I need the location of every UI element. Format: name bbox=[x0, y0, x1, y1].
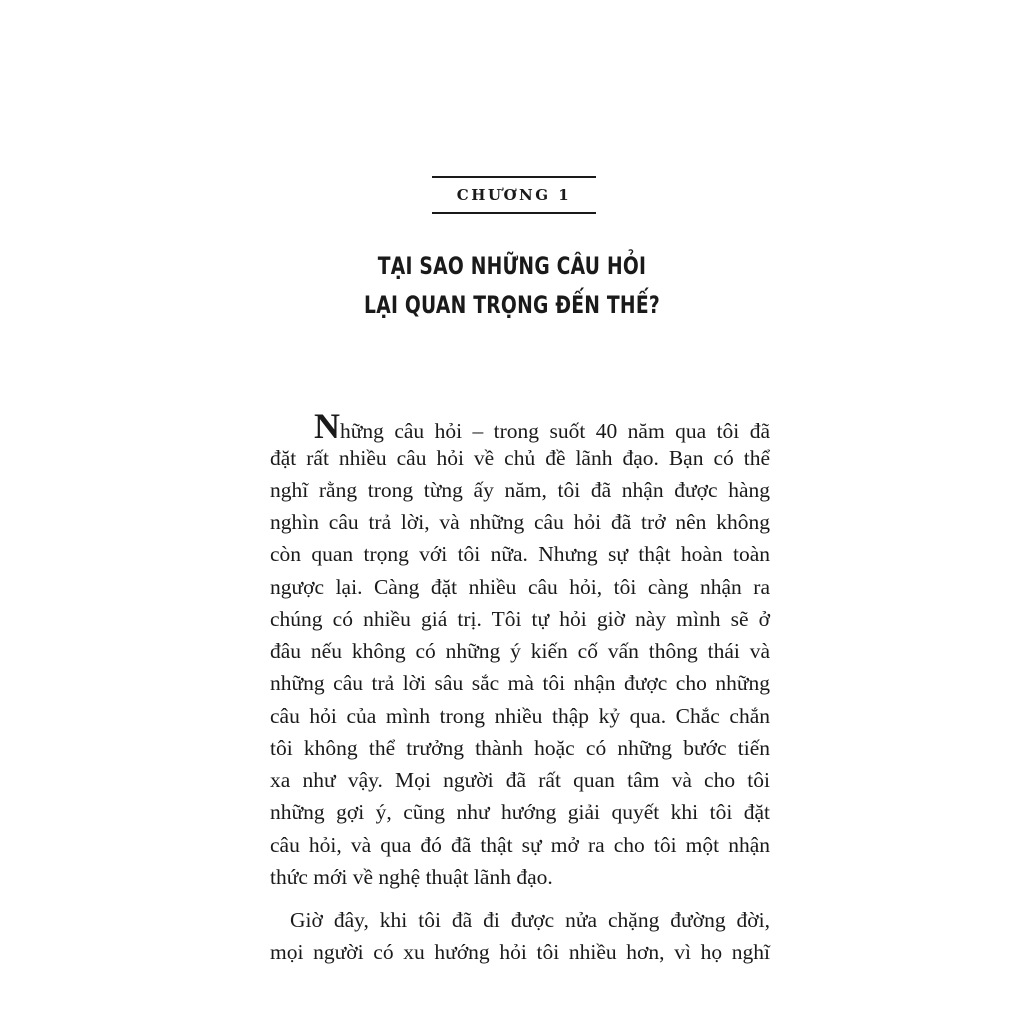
body-line-9: những câu trả lời sâu sắc mà tôi nhận được cho những bbox=[270, 671, 770, 695]
chapter-heading-box bbox=[432, 176, 596, 214]
body-line-3: nghĩ rằng trong từng ấy năm, tôi đã nhận được hàng bbox=[270, 478, 770, 502]
body-line-1 bbox=[314, 406, 770, 446]
body-line-16: Giờ đây, khi tôi đã đi được nửa chặng đường đời, bbox=[290, 908, 770, 932]
body-line-4: nghìn câu trả lời, và những câu hỏi đã trở nên không bbox=[270, 510, 770, 534]
chapter-title-line-1: TẠI SAO NHỮNG CÂU HỎI bbox=[377, 252, 647, 280]
body-line-5: còn quan trọng với tôi nữa. Nhưng sự thật hoàn toàn bbox=[270, 542, 770, 566]
chapter-title-line-2: LẠI QUAN TRỌNG ĐẾN THẾ? bbox=[364, 291, 660, 319]
body-line-1-text: hững câu hỏi – trong suốt 40 năm qua tôi đã bbox=[340, 419, 770, 443]
drop-cap: N bbox=[314, 406, 340, 446]
body-line-8: đâu nếu không có những ý kiến cố vấn thông thái và bbox=[270, 639, 770, 663]
body-line-14: câu hỏi, và qua đó đã thật sự mở ra cho tôi một nhận bbox=[270, 833, 770, 857]
body-line-11: tôi không thể trưởng thành hoặc có những bước tiến bbox=[270, 736, 770, 760]
body-line-10: câu hỏi của mình trong nhiều thập kỷ qua. Chắc chắn bbox=[270, 704, 770, 728]
body-line-17: mọi người có xu hướng hỏi tôi nhiều hơn, vì họ nghĩ bbox=[270, 940, 770, 964]
body-line-7: chúng có nhiều giá trị. Tôi tự hỏi giờ này mình sẽ ở bbox=[270, 607, 770, 631]
body-line-13: những gợi ý, cũng như hướng giải quyết khi tôi đặt bbox=[270, 800, 770, 824]
body-line-12: xa như vậy. Mọi người đã rất quan tâm và cho tôi bbox=[270, 768, 770, 792]
body-line-15: thức mới về nghệ thuật lãnh đạo. bbox=[270, 865, 553, 889]
body-line-2: đặt rất nhiều câu hỏi về chủ đề lãnh đạo. Bạn có thể bbox=[270, 446, 770, 470]
chapter-label: CHƯƠNG 1 bbox=[456, 186, 572, 204]
body-line-6: ngược lại. Càng đặt nhiều câu hỏi, tôi càng nhận ra bbox=[270, 575, 770, 599]
